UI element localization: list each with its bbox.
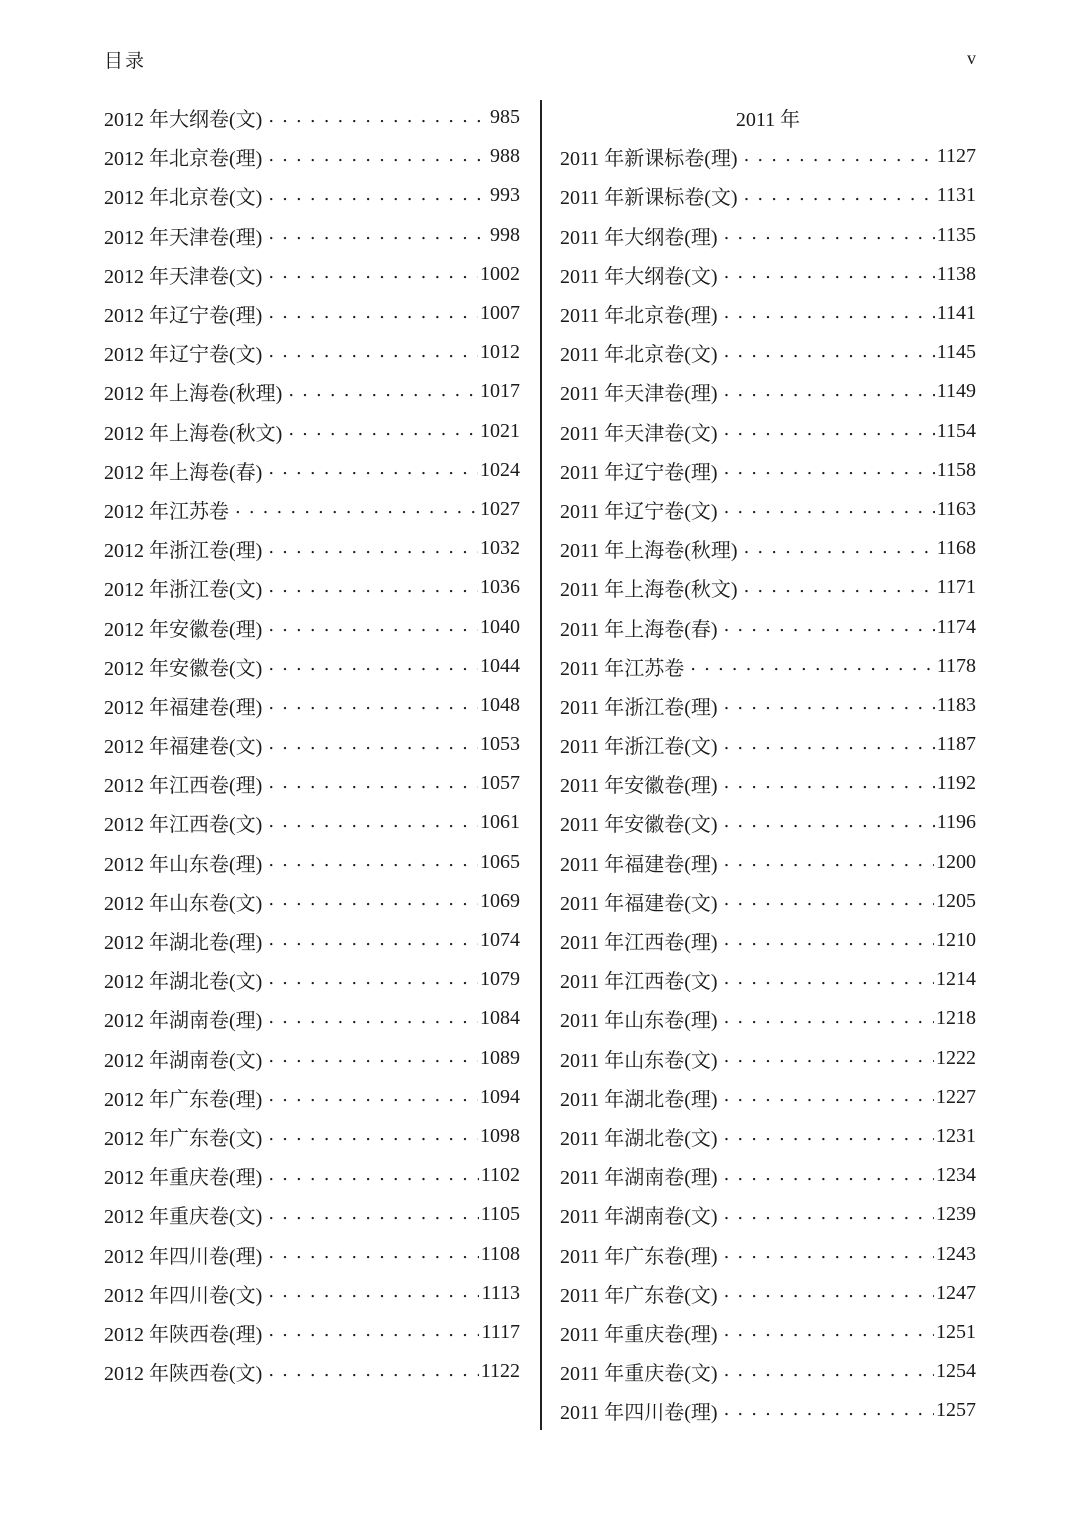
toc-entry-title: 2011 年湖北卷(理)	[560, 1088, 718, 1111]
toc-entry-page: 1040	[480, 615, 520, 638]
dot-leader	[724, 1282, 934, 1304]
toc-entry-page: 1017	[480, 380, 520, 403]
toc-entry[interactable]	[104, 137, 520, 176]
toc-entry[interactable]	[560, 1156, 976, 1195]
toc-entry-title: 2012 年上海卷(秋文)	[104, 422, 283, 445]
dot-leader	[268, 1204, 478, 1226]
toc-entry-title: 2011 年新课标卷(理)	[560, 148, 738, 171]
toc-entry-title: 2011 年山东卷(文)	[560, 1049, 718, 1072]
toc-entry-page: 1007	[480, 302, 520, 325]
toc-entry[interactable]	[560, 960, 976, 999]
dot-leader	[724, 773, 935, 795]
toc-entry[interactable]	[104, 294, 520, 333]
toc-entry-title: 2011 年上海卷(秋理)	[560, 540, 738, 563]
dot-leader	[724, 734, 935, 756]
toc-entry-page: 1074	[480, 929, 520, 952]
dot-leader	[268, 890, 478, 912]
toc-entry-title: 2012 年安徽卷(文)	[104, 657, 263, 680]
toc-entry-title: 2011 年湖南卷(文)	[560, 1206, 718, 1229]
toc-entry[interactable]	[560, 1352, 976, 1391]
toc-entry-page: 1192	[936, 772, 976, 795]
toc-entry-title: 2012 年天津卷(理)	[104, 226, 263, 249]
toc-entry-title: 2012 年湖北卷(理)	[104, 932, 263, 955]
dot-leader	[268, 263, 478, 285]
toc-entry-page: 1053	[480, 733, 520, 756]
dot-leader	[744, 538, 935, 560]
dot-leader	[268, 812, 478, 834]
toc-entry[interactable]	[104, 1156, 520, 1195]
column-divider	[540, 100, 542, 1430]
toc-entry-title: 2012 年陕西卷(理)	[104, 1323, 263, 1346]
dot-leader	[268, 459, 478, 481]
toc-entry-page: 1178	[936, 654, 976, 677]
dot-leader	[235, 498, 478, 520]
dot-leader	[268, 538, 478, 560]
dot-leader	[724, 1321, 934, 1343]
dot-leader	[724, 1047, 934, 1069]
toc-entry[interactable]	[560, 764, 976, 803]
dot-leader	[268, 969, 478, 991]
toc-entry-title: 2011 年天津卷(理)	[560, 383, 718, 406]
toc-entry-title: 2011 年江西卷(文)	[560, 971, 718, 994]
dot-leader	[268, 185, 488, 207]
dot-leader	[724, 616, 935, 638]
toc-entry-title: 2011 年新课标卷(文)	[560, 187, 738, 210]
toc-entry-page: 1036	[480, 576, 520, 599]
toc-entry[interactable]	[560, 725, 976, 764]
toc-entry-title: 2011 年天津卷(文)	[560, 422, 718, 445]
toc-entry-page: 1079	[480, 968, 520, 991]
toc-entry-page: 1061	[480, 811, 520, 834]
toc-entry-page: 1234	[936, 1164, 976, 1187]
toc-entry[interactable]	[104, 568, 520, 607]
dot-leader	[268, 616, 478, 638]
toc-entry[interactable]	[104, 960, 520, 999]
dot-leader	[268, 773, 478, 795]
toc-entry-page: 1094	[480, 1085, 520, 1108]
toc-entry-title: 2012 年安徽卷(理)	[104, 618, 263, 641]
toc-entry-title: 2011 年安徽卷(文)	[560, 814, 718, 837]
toc-entry-page: 1113	[481, 1281, 520, 1304]
toc-entry-page: 1032	[480, 537, 520, 560]
toc-entry-page: 1117	[481, 1320, 520, 1343]
dot-leader	[288, 381, 478, 403]
dot-leader	[744, 577, 935, 599]
dot-leader	[268, 107, 488, 129]
dot-leader	[724, 420, 935, 442]
toc-entry-title: 2012 年辽宁卷(文)	[104, 344, 263, 367]
toc-entry-page: 1174	[936, 615, 976, 638]
dot-leader	[744, 185, 935, 207]
dot-leader	[724, 1125, 934, 1147]
dot-leader	[268, 734, 478, 756]
toc-entry[interactable]	[560, 882, 976, 921]
toc-entry-page: 1149	[936, 380, 976, 403]
toc-entry-title: 2012 年湖北卷(文)	[104, 971, 263, 994]
toc-entry-title: 2011 年辽宁卷(理)	[560, 461, 718, 484]
toc-entry-title: 2011 年福建卷(文)	[560, 892, 718, 915]
toc-entry[interactable]	[104, 607, 520, 646]
toc-entry[interactable]	[560, 568, 976, 607]
toc-entry[interactable]	[104, 725, 520, 764]
toc-entry[interactable]	[560, 1313, 976, 1352]
dot-leader	[724, 694, 935, 716]
toc-entry[interactable]	[104, 1274, 520, 1313]
toc-entry-page: 1044	[480, 654, 520, 677]
dot-leader	[268, 1165, 478, 1187]
toc-entry[interactable]	[560, 1234, 976, 1273]
toc-entry-title: 2011 年北京卷(文)	[560, 344, 718, 367]
toc-entry-page: 1069	[480, 889, 520, 912]
toc-entry[interactable]	[560, 216, 976, 255]
dot-leader	[724, 498, 935, 520]
toc-entry-page: 1141	[936, 302, 976, 325]
dot-leader	[724, 1243, 934, 1265]
toc-entry-title: 2012 年广东卷(理)	[104, 1088, 263, 1111]
toc-entry-page: 1048	[480, 693, 520, 716]
toc-entry[interactable]	[104, 882, 520, 921]
toc-entry-page: 1231	[936, 1124, 976, 1147]
toc-entry-page: 1218	[936, 1007, 976, 1030]
dot-leader	[268, 1047, 478, 1069]
toc-entry-page: 1065	[480, 850, 520, 873]
toc-entry-title: 2011 年安徽卷(理)	[560, 775, 718, 798]
dot-leader	[724, 969, 934, 991]
toc-entry[interactable]	[104, 1313, 520, 1352]
dot-leader	[724, 1165, 934, 1187]
toc-entry-title: 2012 年福建卷(文)	[104, 736, 263, 759]
dot-leader	[724, 890, 934, 912]
toc-entry-page: 1057	[480, 772, 520, 795]
toc-entry-page: 985	[490, 106, 520, 129]
toc-entry-title: 2011 年广东卷(文)	[560, 1284, 718, 1307]
toc-entry[interactable]	[560, 843, 976, 882]
toc-entry-page: 1108	[480, 1242, 520, 1265]
toc-entry-page: 1239	[936, 1203, 976, 1226]
toc-entry[interactable]	[560, 372, 976, 411]
toc-entry-page: 1222	[936, 1046, 976, 1069]
toc-entry-page: 1205	[936, 889, 976, 912]
toc-entry-page: 1227	[936, 1085, 976, 1108]
dot-leader	[724, 851, 934, 873]
toc-entry-title: 2012 年重庆卷(理)	[104, 1167, 263, 1190]
toc-entry[interactable]	[104, 412, 520, 451]
dot-leader	[724, 1204, 934, 1226]
toc-entry-page: 1135	[936, 223, 976, 246]
dot-leader	[268, 930, 478, 952]
toc-entry[interactable]	[104, 216, 520, 255]
toc-entry-page: 1183	[936, 693, 976, 716]
toc-entry[interactable]	[104, 647, 520, 686]
toc-entry-title: 2012 年北京卷(理)	[104, 148, 263, 171]
dot-leader	[724, 812, 935, 834]
toc-entry[interactable]	[560, 255, 976, 294]
toc-entry[interactable]	[104, 490, 520, 529]
toc-entry-title: 2011 年上海卷(秋文)	[560, 579, 738, 602]
dot-leader	[268, 303, 478, 325]
toc-entry-title: 2012 年辽宁卷(理)	[104, 305, 263, 328]
toc-entry-title: 2012 年广东卷(文)	[104, 1127, 263, 1150]
toc-entry-title: 2012 年山东卷(文)	[104, 892, 263, 915]
toc-entry[interactable]	[560, 1195, 976, 1234]
toc-entry[interactable]	[104, 999, 520, 1038]
toc-entry-page: 1158	[936, 458, 976, 481]
toc-entry-page: 1122	[480, 1360, 520, 1383]
toc-entry-page: 1210	[936, 929, 976, 952]
toc-entry-title: 2011 年广东卷(理)	[560, 1245, 718, 1268]
toc-entry-page: 1131	[936, 184, 976, 207]
page-number-roman: v	[967, 48, 976, 68]
toc-entry-title: 2012 年福建卷(理)	[104, 696, 263, 719]
toc-entry[interactable]	[104, 1352, 520, 1391]
toc-entry-title: 2011 年江苏卷	[560, 657, 685, 680]
toc-entry-title: 2012 年四川卷(理)	[104, 1245, 263, 1268]
toc-entry-page: 1154	[936, 419, 976, 442]
toc-entry-page: 1171	[936, 576, 976, 599]
toc-entry-page: 1214	[936, 968, 976, 991]
dot-leader	[724, 1361, 934, 1383]
toc-entry[interactable]	[560, 921, 976, 960]
toc-entry-page: 1145	[936, 341, 976, 364]
toc-entry-title: 2011 年湖南卷(理)	[560, 1167, 718, 1190]
toc-entry-title: 2012 年大纲卷(文)	[104, 109, 263, 132]
toc-entry[interactable]	[560, 294, 976, 333]
toc-entry[interactable]	[560, 490, 976, 529]
toc-entry-page: 1254	[936, 1360, 976, 1383]
toc-entry-page: 998	[490, 223, 520, 246]
toc-entry-title: 2011 年四川卷(理)	[560, 1402, 718, 1425]
toc-entry[interactable]	[560, 137, 976, 176]
toc-entry-title: 2012 年江西卷(理)	[104, 775, 263, 798]
toc-entry-title: 2011 年北京卷(理)	[560, 305, 718, 328]
dot-leader	[268, 146, 488, 168]
toc-entry-page: 1024	[480, 458, 520, 481]
toc-entry[interactable]	[560, 451, 976, 490]
toc-entry-title: 2011 年大纲卷(文)	[560, 265, 718, 288]
toc-entry-page: 1027	[480, 497, 520, 520]
toc-entry-title: 2011 年江西卷(理)	[560, 932, 718, 955]
toc-entry-title: 2012 年湖南卷(文)	[104, 1049, 263, 1072]
toc-entry[interactable]	[560, 607, 976, 646]
dot-leader	[268, 655, 478, 677]
toc-entry[interactable]	[560, 647, 976, 686]
toc-entry-title: 2011 年浙江卷(理)	[560, 696, 718, 719]
toc-entry-page: 1200	[936, 850, 976, 873]
toc-entry-title: 2012 年山东卷(理)	[104, 853, 263, 876]
toc-entry-page: 1196	[936, 811, 976, 834]
toc-entry[interactable]	[104, 98, 520, 137]
toc-entry[interactable]	[560, 1078, 976, 1117]
dot-leader	[724, 1086, 934, 1108]
dot-leader	[268, 1321, 479, 1343]
dot-leader	[724, 263, 935, 285]
page-header	[104, 46, 976, 74]
toc-left-column	[104, 98, 520, 1391]
toc-entry-title: 2011 年浙江卷(文)	[560, 736, 718, 759]
toc-entry-title: 2012 年江西卷(文)	[104, 814, 263, 837]
toc-entry[interactable]	[560, 333, 976, 372]
toc-entry-title: 2012 年湖南卷(理)	[104, 1010, 263, 1033]
toc-entry[interactable]	[560, 412, 976, 451]
toc-entry-title: 2012 年浙江卷(理)	[104, 540, 263, 563]
toc-entry-title: 2012 年陕西卷(文)	[104, 1363, 263, 1386]
dot-leader	[268, 577, 478, 599]
dot-leader	[724, 381, 935, 403]
toc-entry[interactable]	[104, 255, 520, 294]
toc-entry[interactable]	[104, 803, 520, 842]
toc-entry[interactable]	[560, 686, 976, 725]
toc-entry[interactable]	[560, 999, 976, 1038]
toc-entry-page: 1257	[936, 1399, 976, 1422]
dot-leader	[724, 224, 935, 246]
toc-entry-page: 993	[490, 184, 520, 207]
toc-entry[interactable]	[104, 372, 520, 411]
section-heading-2011: 2011 年	[735, 109, 801, 132]
toc-entry-page: 1251	[936, 1320, 976, 1343]
dot-leader	[268, 1361, 478, 1383]
toc-entry-page: 1102	[480, 1164, 520, 1187]
toc-entry-title: 2011 年大纲卷(理)	[560, 226, 718, 249]
toc-entry[interactable]	[104, 921, 520, 960]
toc-right-column	[560, 98, 976, 1430]
dot-leader	[690, 655, 934, 677]
toc-entry-page: 1002	[480, 262, 520, 285]
dot-leader	[724, 1400, 934, 1422]
toc-entry[interactable]	[104, 451, 520, 490]
toc-entry-page: 1187	[936, 733, 976, 756]
toc-entry-title: 2011 年重庆卷(理)	[560, 1323, 718, 1346]
toc-entry-page: 1243	[936, 1242, 976, 1265]
toc-entry[interactable]	[104, 1078, 520, 1117]
toc-entry-page: 1098	[480, 1124, 520, 1147]
toc-entry-page: 1247	[936, 1281, 976, 1304]
toc-entry-title: 2012 年北京卷(文)	[104, 187, 263, 210]
dot-leader	[268, 224, 488, 246]
toc-entry-title: 2011 年山东卷(理)	[560, 1010, 718, 1033]
dot-leader	[724, 930, 934, 952]
toc-entry-page: 1127	[936, 145, 976, 168]
toc-entry-page: 1084	[480, 1007, 520, 1030]
toc-entry-title: 2012 年上海卷(秋理)	[104, 383, 283, 406]
toc-entry-title: 2011 年重庆卷(文)	[560, 1363, 718, 1386]
toc-entry[interactable]	[560, 1117, 976, 1156]
toc-entry[interactable]	[104, 176, 520, 215]
dot-leader	[744, 146, 935, 168]
dot-leader	[724, 459, 935, 481]
dot-leader	[268, 342, 478, 364]
dot-leader	[268, 694, 478, 716]
dot-leader	[268, 1243, 478, 1265]
dot-leader	[268, 1086, 478, 1108]
toc-entry[interactable]	[104, 764, 520, 803]
toc-entry-title: 2012 年浙江卷(文)	[104, 579, 263, 602]
toc-entry-title: 2012 年重庆卷(文)	[104, 1206, 263, 1229]
toc-entry[interactable]	[560, 1274, 976, 1313]
toc-entry[interactable]	[104, 1195, 520, 1234]
toc-entry-title: 2011 年上海卷(春)	[560, 618, 718, 641]
toc-entry[interactable]	[560, 1039, 976, 1078]
toc-entry-page: 1163	[936, 497, 976, 520]
toc-entry[interactable]	[560, 1391, 976, 1430]
toc-entry-page: 988	[490, 145, 520, 168]
dot-leader	[268, 1125, 478, 1147]
toc-entry[interactable]	[104, 529, 520, 568]
toc-entry-title: 2011 年福建卷(理)	[560, 853, 718, 876]
dot-leader	[268, 1008, 478, 1030]
toc-entry-title: 2011 年辽宁卷(文)	[560, 500, 718, 523]
toc-entry-page: 1105	[480, 1203, 520, 1226]
toc-entry[interactable]	[104, 686, 520, 725]
toc-entry[interactable]	[560, 176, 976, 215]
dot-leader	[724, 342, 935, 364]
toc-entry[interactable]	[104, 1234, 520, 1273]
toc-entry-page: 1021	[480, 419, 520, 442]
toc-entry[interactable]	[104, 1039, 520, 1078]
dot-leader	[724, 1008, 934, 1030]
toc-entry-title: 2011 年湖北卷(文)	[560, 1127, 718, 1150]
toc-entry[interactable]	[560, 803, 976, 842]
toc-entry-page: 1012	[480, 341, 520, 364]
toc-entry-title: 2012 年上海卷(春)	[104, 461, 263, 484]
toc-entry[interactable]	[104, 843, 520, 882]
toc-entry-title: 2012 年江苏卷	[104, 500, 229, 523]
toc-entry-title: 2012 年天津卷(文)	[104, 265, 263, 288]
toc-entry[interactable]	[104, 333, 520, 372]
toc-entry[interactable]	[104, 1117, 520, 1156]
running-header-title: 目录	[104, 50, 147, 72]
dot-leader	[268, 851, 478, 873]
toc-entry-title: 2012 年四川卷(文)	[104, 1284, 263, 1307]
toc-entry-page: 1138	[936, 262, 976, 285]
dot-leader	[724, 303, 935, 325]
toc-entry-page: 1089	[480, 1046, 520, 1069]
dot-leader	[268, 1282, 479, 1304]
toc-entry-page: 1168	[936, 537, 976, 560]
toc-entry[interactable]	[560, 529, 976, 568]
dot-leader	[288, 420, 478, 442]
